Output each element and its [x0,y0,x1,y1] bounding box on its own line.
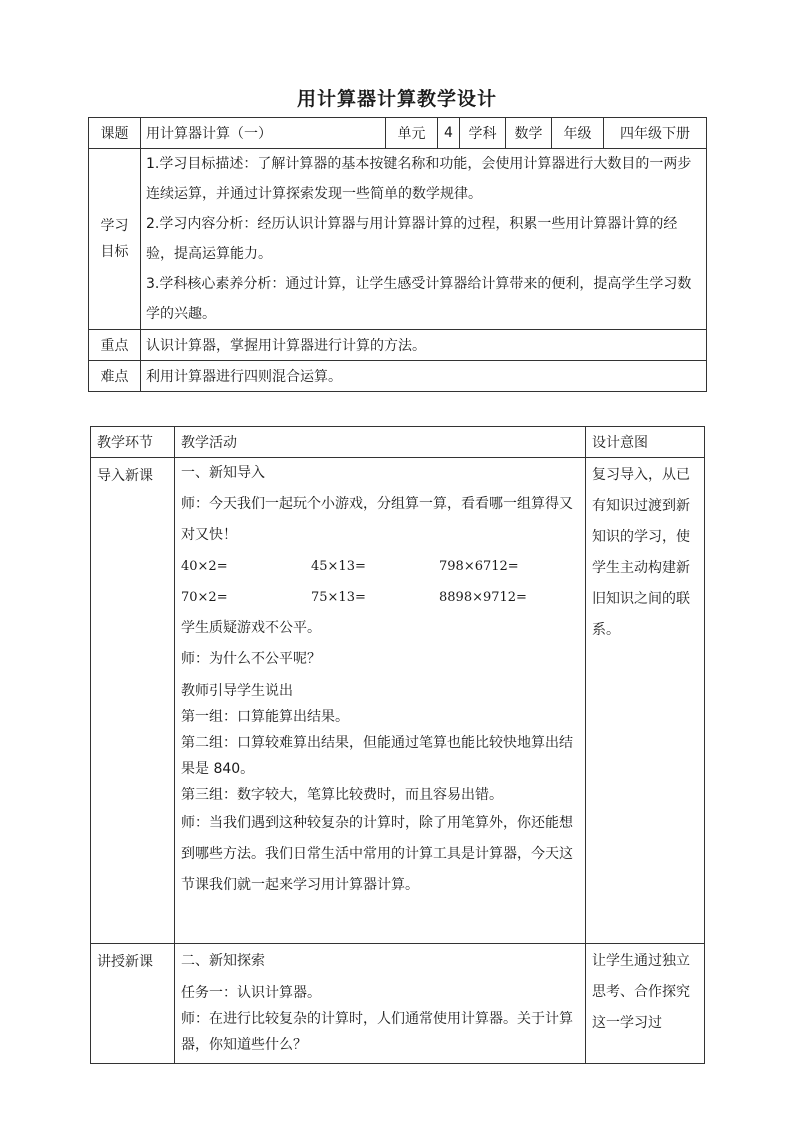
goals-content [141,149,707,330]
goals-label-line-2: 目标 [100,244,129,260]
plan-row-new [91,944,705,1064]
calc-expression: 75×13= [311,590,366,605]
calc-expression: 8898×9712= [439,590,527,605]
stage-header: 教学环节 [91,427,175,458]
activity-line: 第三组：数字较大，笔算比较费时，而且容易出错。 [181,787,503,803]
difficulty-label: 难点 [89,361,141,392]
topic-row [89,118,707,149]
calc-row [181,582,579,613]
grade-value: 四年级下册 [604,118,707,149]
goals-label [89,149,141,330]
intent-cell: 让学生通过独立思考、合作探究这一学习过 [586,944,705,1064]
plan-header-row [91,427,705,458]
difficulty-value: 利用计算器进行四则混合运算。 [141,361,707,392]
activity-line: 学生质疑游戏不公平。 [181,620,321,636]
goal-item: 3.学科核心素养分析：通过计算，让学生感受计算器给计算带来的便利，提高学生学习数学的兴趣。 [146,276,692,322]
lesson-info-table [88,117,707,392]
goals-label-line-1: 学习 [100,218,129,234]
section-heading: 二、新知探索 [181,953,265,969]
plan-row-intro [91,458,705,944]
difficulty-row [89,361,707,392]
stage-cell: 导入新课 [91,458,175,944]
calc-expression: 40×2= [181,559,228,574]
intent-header: 设计意图 [586,427,705,458]
teaching-plan-table [90,426,705,1064]
key-label: 重点 [89,330,141,361]
calc-expression: 45×13= [311,559,366,574]
goal-item: 1.学习目标描述：了解计算器的基本按键名称和功能，会使用计算器进行大数目的一两步连续运算，并通过计算探索发现一些简单的数学规律。 [146,156,692,202]
activity-cell [175,944,586,1064]
subject-label: 学科 [460,118,506,149]
calc-expression: 798×6712= [439,559,519,574]
subject-value: 数学 [506,118,552,149]
grade-label: 年级 [552,118,604,149]
stage-cell: 讲授新课 [91,944,175,1064]
activity-line: 师：今天我们一起玩个小游戏，分组算一算，看看哪一组算得又对又快！ [181,496,573,543]
section-heading: 一、新知导入 [181,465,265,481]
goals-row [89,149,707,330]
activity-line: 师：在进行比较复杂的计算时，人们通常使用计算器。关于计算器，你知道些什么？ [181,1011,573,1053]
unit-label: 单元 [386,118,438,149]
key-value: 认识计算器，掌握用计算器进行计算的方法。 [141,330,707,361]
activity-line: 第一组：口算能算出结果。 [181,709,349,725]
page-title: 用计算器计算教学设计 [296,88,497,110]
activity-line: 师：为什么不公平呢？ [181,651,321,667]
activity-line: 师：当我们遇到这种较复杂的计算时，除了用笔算外，你还能想到哪些方法。我们日常生活中常用的计算工具是计算器，今天这节课我们就一起来学习用计算器计算。 [181,815,573,893]
calc-expression: 70×2= [181,590,228,605]
topic-value: 用计算器计算（一） [141,118,386,149]
activity-header: 教学活动 [175,427,586,458]
goal-item: 2.学习内容分析：经历认识计算器与用计算器计算的过程，积累一些用计算器计算的经验，提高运算能力。 [146,216,678,262]
key-row [89,330,707,361]
activity-line: 任务一：认识计算器。 [181,985,321,1001]
activity-line: 第二组：口算较难算出结果，但能通过笔算也能比较快地算出结果是 840。 [181,735,573,777]
intent-cell: 复习导入，从已有知识过渡到新知识的学习，使学生主动构建新旧知识之间的联系。 [586,458,705,944]
activity-cell [175,458,586,944]
unit-value: 4 [438,118,460,149]
topic-label: 课题 [89,118,141,149]
calc-row [181,551,579,582]
activity-line: 教师引导学生说出 [181,683,293,699]
